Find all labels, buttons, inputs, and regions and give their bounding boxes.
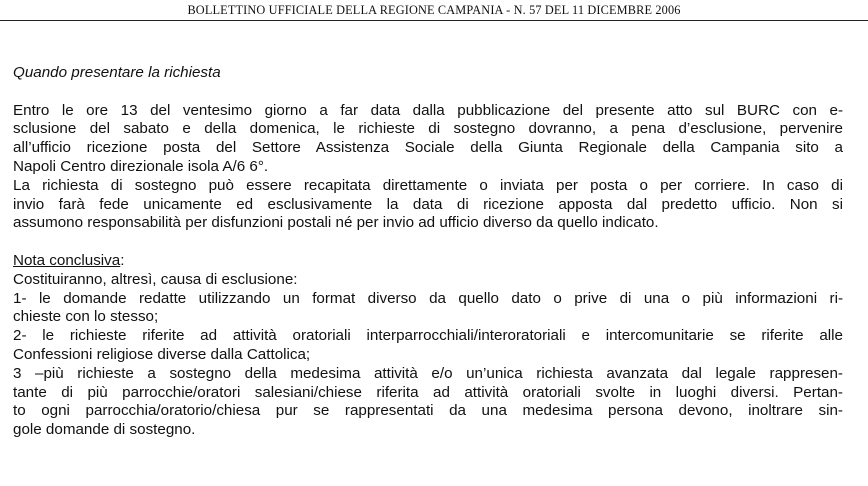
spacer [13, 233, 843, 252]
paragraph-deadline [13, 102, 843, 177]
text-line: chieste con lo stesso; [13, 308, 159, 326]
exclusion-item-3 [13, 365, 843, 440]
exclusion-item-1 [13, 290, 843, 328]
text-line: Entro le ore 13 del ventesimo giorno a far data dalla pubblicazione del presente atto sul BURC con e- [13, 101, 843, 119]
spacer [13, 83, 843, 102]
nota-intro: Costituiranno, altresì, causa di esclusione: [13, 270, 298, 288]
text-line: all’ufficio ricezione posta del Settore Assistenza Sociale della Giunta Regionale della Campania sito a [13, 139, 843, 157]
nota-heading [13, 252, 843, 271]
text-line: sclusione del sabato e della domenica, le richieste di sostegno dovranno, a pena d’esclusione, pervenire [13, 120, 843, 138]
text-line: 2- le richieste riferite ad attività oratoriali interparrocchiali/interoratoriali e intercomunitarie se riferite alle [13, 327, 843, 345]
text-line: 1- le domande redatte utilizzando un format diverso da quello dato o prive di una o più informazioni ri- [13, 289, 843, 307]
text-line: Napoli Centro direzionale isola A/6 6°. [13, 157, 269, 175]
nota-heading-colon: : [120, 251, 125, 269]
text-line: to ogni parrocchia/oratorio/chiesa pur se rappresentati da una medesima persona devono, inoltrare sin- [13, 402, 843, 420]
text-line: invio farà fede unicamente ed esclusivamente la data di ricezione apposta dal predetto ufficio. Non si [13, 195, 843, 213]
section-title: Quando presentare la richiesta [13, 64, 221, 81]
paragraph-delivery [13, 177, 843, 233]
text-line: La richiesta di sostegno può essere recapitata direttamente o inviata per posta o per corriere. In caso di [13, 176, 843, 194]
text-line: gole domande di sostegno. [13, 421, 196, 439]
nota-heading-text: Nota conclusiva [13, 251, 121, 269]
exclusion-item-2 [13, 327, 843, 365]
document-body [13, 64, 843, 440]
text-line: 3 –più richieste a sostegno della medesima attività e/o un’unica richiesta avanzata dal legale rappresen- [13, 364, 843, 382]
text-line: Confessioni religiose diverse dalla Cattolica; [13, 345, 311, 363]
text-line: assumono responsabilità per disfunzioni postali né per invio ad ufficio diverso da quello indicato. [13, 214, 659, 232]
page-header: BOLLETTINO UFFICIALE DELLA REGIONE CAMPANIA - N. 57 DEL 11 DICEMBRE 2006 [187, 3, 681, 17]
header-rule [0, 20, 868, 21]
text-line: tante di più parrocchie/oratori salesiani/chiese riferita ad attività oratoriali svolte in luoghi diversi. Pertan- [13, 383, 843, 401]
